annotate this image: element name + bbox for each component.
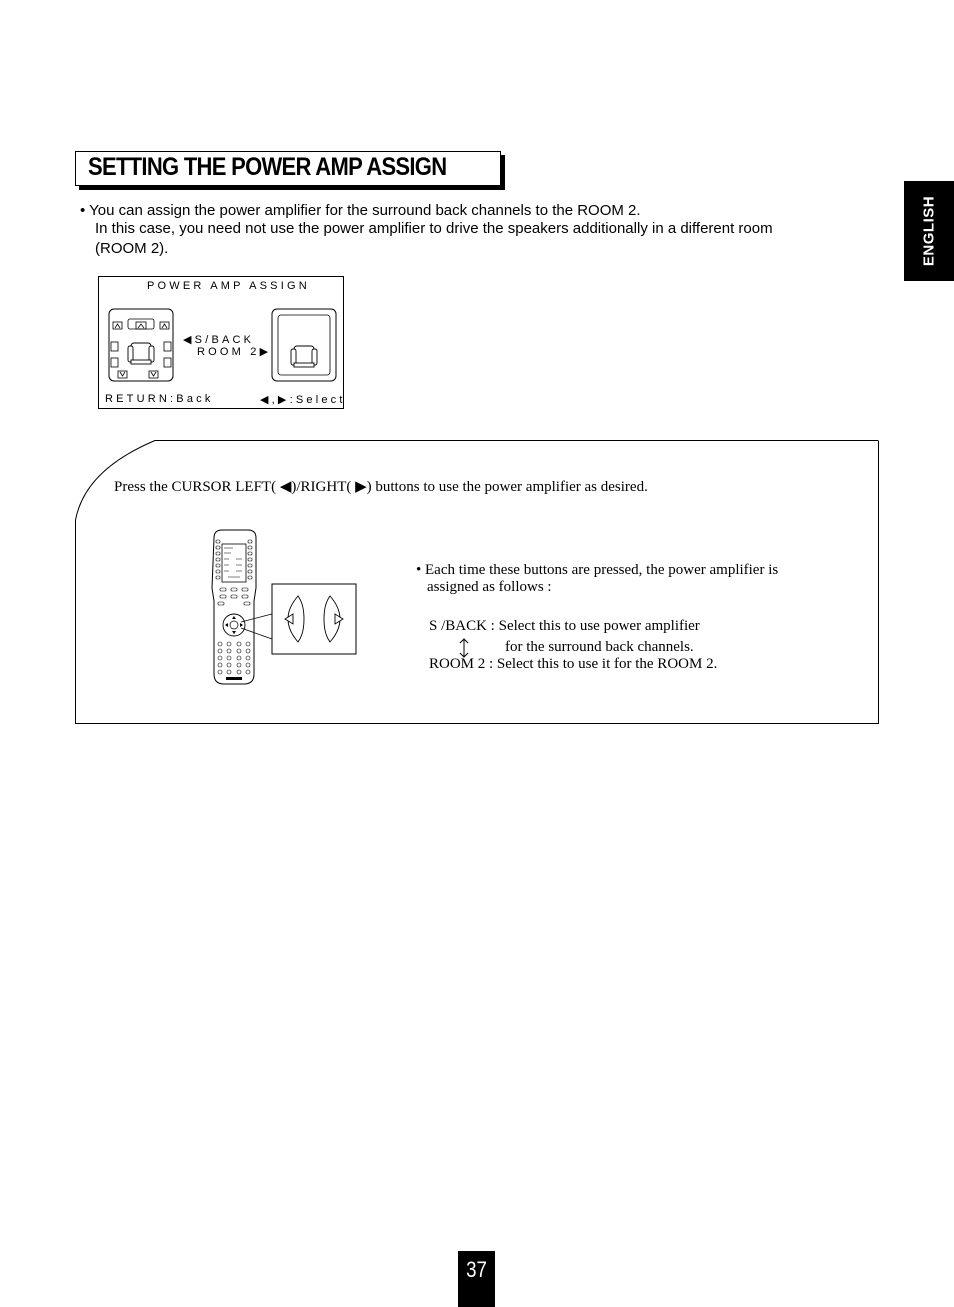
remote-control-illustration bbox=[200, 526, 360, 692]
room2-description: ROOM 2 : Select this to use it for the ROOM 2. bbox=[429, 656, 718, 672]
osd-footer-select: ◀,▶:Select bbox=[260, 394, 346, 406]
right-triangle-icon: ▶ bbox=[259, 346, 272, 358]
intro-line-3: (ROOM 2). bbox=[95, 240, 169, 257]
intro-line-2: In this case, you need not use the power amplifier to drive the speakers additionally in a different room bbox=[95, 220, 773, 237]
toggle-arrow-icon bbox=[458, 638, 470, 658]
osd-heading: POWER AMP ASSIGN bbox=[147, 280, 310, 292]
cursor-arrows-icon: ◀,▶ bbox=[260, 394, 290, 406]
left-triangle-icon: ◀ bbox=[183, 334, 195, 346]
page-number-box bbox=[458, 1251, 495, 1307]
note-bullet-line-1: • Each time these buttons are pressed, the power amplifier is bbox=[416, 562, 779, 578]
sback-description: S /BACK : Select this to use power amplifier bbox=[429, 618, 700, 634]
sback-description-cont: for the surround back channels. bbox=[505, 639, 694, 655]
osd-footer-return: RETURN:Back bbox=[105, 393, 214, 405]
instruction-text: Press the CURSOR LEFT( ◀)/RIGHT( ▶) buttons to use the power amplifier as desired. bbox=[114, 479, 648, 495]
osd-option-room2: ROOM 2▶ bbox=[197, 346, 272, 358]
language-tab-label: ENGLISH bbox=[920, 195, 938, 267]
note-bullet-line-2: assigned as follows : bbox=[427, 579, 552, 595]
osd-option-sback: ◀S/BACK bbox=[183, 334, 255, 346]
page-title: SETTING THE POWER AMP ASSIGN bbox=[88, 153, 447, 181]
intro-line-1: • You can assign the power amplifier for the surround back channels to the ROOM 2. bbox=[80, 202, 641, 219]
page-number: 37 bbox=[466, 1257, 487, 1282]
